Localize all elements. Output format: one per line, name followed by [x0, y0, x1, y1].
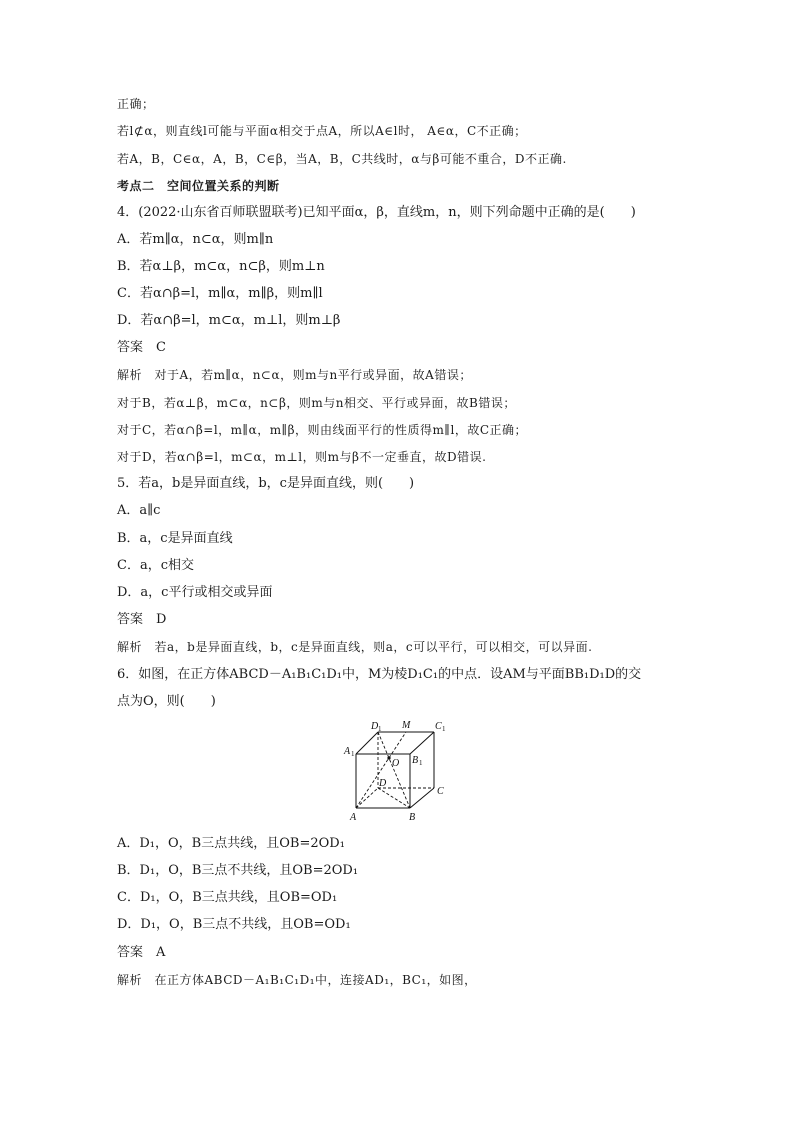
option-c: C．若α∩β=l，m∥α，m∥β，则m∥l	[117, 286, 323, 301]
analysis-line: 对于C，若α∩β=l，m∥α，m∥β，则由线面平行的性质得m∥l，故C正确；	[117, 423, 527, 437]
answer-line: 答案 D	[117, 612, 167, 627]
text-line: 正确；	[117, 97, 155, 111]
cube-diagram	[340, 716, 460, 828]
label-sub: 1	[419, 759, 423, 767]
analysis-line: 解析 若a，b是异面直线，b，c是异面直线，则a，c可以平行，可以相交，可以异面.	[117, 640, 593, 654]
label-c: C	[437, 786, 444, 797]
option-d: D．a，c平行或相交或异面	[117, 585, 273, 600]
option-a: A．a∥c	[117, 503, 161, 518]
question-6: 6．如图，在正方体ABCD－A₁B₁C₁D₁中，M为棱D₁C₁的中点．设AM与平面BB₁D₁D的交	[117, 667, 642, 682]
text-line: 若A，B，C∈α，A，B，C∈β，当A，B，C共线时，α与β可能不重合，D不正确.	[117, 152, 567, 166]
section-heading: 考点二 空间位置关系的判断	[117, 179, 280, 193]
analysis-line: 对于D，若α∩β=l，m⊂α，m⊥l，则m与β不一定垂直，故D错误.	[117, 450, 487, 464]
option-c: C．D₁，O，B三点共线，且OB=OD₁	[117, 890, 338, 905]
label-sub: 1	[442, 725, 446, 733]
answer-line: 答案 A	[117, 945, 166, 960]
analysis-line: 对于B，若α⊥β，m⊂α，n⊂β，则m与n相交、平行或异面，故B错误；	[117, 396, 516, 410]
label-d1: D	[371, 721, 379, 732]
option-b: B．若α⊥β，m⊂α，n⊂β，则m⊥n	[117, 259, 325, 274]
option-a: A．D₁，O，B三点共线，且OB=2OD₁	[117, 836, 345, 851]
label-a1: A	[344, 746, 351, 757]
question-6-cont: 点为O，则( )	[117, 694, 216, 709]
label-c1: C	[435, 721, 442, 732]
label-b1: B	[412, 755, 419, 766]
answer-line: 答案 C	[117, 340, 166, 355]
option-c: C．a，c相交	[117, 558, 194, 573]
label-b: B	[409, 812, 416, 823]
label-sub: 1	[378, 725, 382, 733]
question-5: 5．若a，b是异面直线，b，c是异面直线，则( )	[117, 476, 415, 491]
label-m: M	[402, 720, 411, 731]
label-a: A	[350, 812, 357, 823]
option-b: B．a，c是异面直线	[117, 531, 233, 546]
option-b: B．D₁，O，B三点不共线，且OB=2OD₁	[117, 863, 359, 878]
option-d: D．若α∩β=l，m⊂α，m⊥l，则m⊥β	[117, 313, 341, 328]
label-sub: 1	[351, 750, 355, 758]
analysis-line: 解析 在正方体ABCD－A₁B₁C₁D₁中，连接AD₁，BC₁，如图，	[117, 973, 477, 987]
option-d: D．D₁，O，B三点不共线，且OB=OD₁	[117, 917, 351, 932]
cube-figure	[340, 716, 460, 828]
text-line: 若l⊄α，则直线l可能与平面α相交于点A，所以A∈l时， A∈α，C不正确；	[117, 124, 527, 138]
option-a: A．若m∥α，n⊂α，则m∥n	[117, 232, 274, 247]
label-d: D	[379, 778, 387, 789]
label-o: O	[392, 758, 400, 769]
analysis-line: 解析 对于A，若m∥α，n⊂α，则m与n平行或异面，故A错误；	[117, 368, 472, 382]
question-4: 4．(2022·山东省百师联盟联考)已知平面α，β，直线m，n，则下列命题中正确的是( )	[117, 205, 636, 220]
